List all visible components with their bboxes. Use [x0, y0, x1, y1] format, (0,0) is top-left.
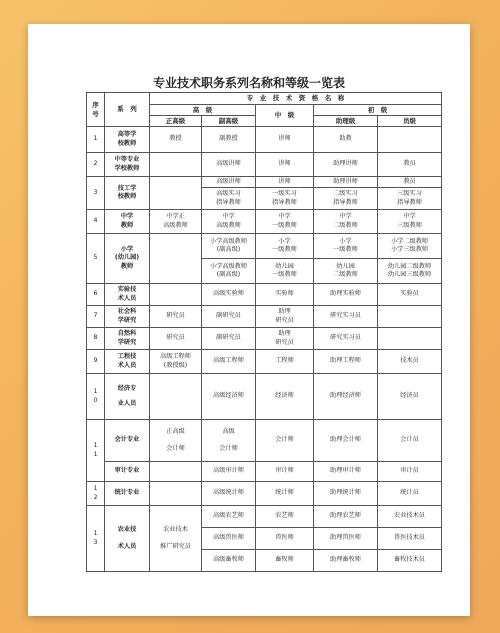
- cell-vice: 高级兽医师: [202, 528, 256, 550]
- cell-senior: 高级工程师 (教授级): [150, 350, 202, 374]
- table-row: [87, 374, 442, 420]
- cell-mid: 工程师: [256, 350, 314, 374]
- cell-seq: 2: [87, 153, 105, 177]
- cell-mid: 讲师: [256, 127, 314, 153]
- table-row: [87, 284, 442, 306]
- cell-seq: 1 0: [87, 374, 105, 420]
- cell-seq: 7: [87, 306, 105, 328]
- cell-seq: 6: [87, 284, 105, 306]
- cell-series: 高等学 校教师: [105, 127, 150, 153]
- cell-member: 技术员: [378, 350, 442, 374]
- cell-mid: 实验师: [256, 284, 314, 306]
- cell-member: 教员: [378, 153, 442, 177]
- cell-seq: 3: [87, 177, 105, 210]
- cell-member: 实验员: [378, 284, 442, 306]
- cell-mid: 会计师: [256, 420, 314, 462]
- table-row: [87, 234, 442, 259]
- table-row: [87, 420, 442, 462]
- qualification-table: [86, 92, 442, 572]
- cell-asst: 二级实习 指导教师: [314, 188, 378, 210]
- cell-mid: 幼儿园 一级教师: [256, 259, 314, 284]
- header-senior-vice: 副高级: [202, 116, 256, 127]
- cell-series: 实验技 术人员: [105, 284, 150, 306]
- table-row: [87, 482, 442, 506]
- cell-mid: 小学 一级教师: [256, 234, 314, 259]
- cell-series: 农业技 术人员: [105, 506, 150, 572]
- cell-series: 社会科 学研究: [105, 306, 150, 328]
- cell-vice: 高级实习 指导教师: [202, 188, 256, 210]
- cell-seq: 1: [87, 127, 105, 153]
- cell-asst: 助理工程师: [314, 350, 378, 374]
- cell-member: 教员: [378, 177, 442, 188]
- cell-seq: 4: [87, 210, 105, 234]
- cell-senior: 正高级 会计师: [150, 420, 202, 462]
- cell-mid: 讲师: [256, 177, 314, 188]
- cell-senior: [150, 462, 202, 482]
- cell-mid: 讲师: [256, 153, 314, 177]
- cell-seq: 1 1: [87, 420, 105, 482]
- cell-asst: 助理讲师: [314, 153, 378, 177]
- cell-mid: 助理 研究员: [256, 328, 314, 350]
- header-senior-full: 正高级: [150, 116, 202, 127]
- cell-asst: 助理畜牧师: [314, 550, 378, 572]
- cell-asst: 助理会计师: [314, 420, 378, 462]
- cell-member: [378, 127, 442, 153]
- header-assistant: 助理级: [314, 116, 378, 127]
- cell-series: 工程技 术人员: [105, 350, 150, 374]
- cell-asst: 研究实习员: [314, 328, 378, 350]
- cell-asst: 小学 一级教师: [314, 234, 378, 259]
- cell-seq: 8: [87, 328, 105, 350]
- cell-mid: 经济师: [256, 374, 314, 420]
- cell-series: 自然科 学研究: [105, 328, 150, 350]
- cell-vice: 高级统计师: [202, 482, 256, 506]
- cell-seq: 1 3: [87, 506, 105, 572]
- cell-member: 中学 三级教师: [378, 210, 442, 234]
- cell-asst: 幼儿园 二级教师: [314, 259, 378, 284]
- cell-series: 技工学 校教师: [105, 177, 150, 210]
- document-sheet: [28, 24, 470, 616]
- cell-senior: 中学正 高级教师: [150, 210, 202, 234]
- cell-asst: 助理审计师: [314, 462, 378, 482]
- cell-asst: 助理讲师: [314, 177, 378, 188]
- cell-senior: [150, 153, 202, 177]
- cell-member: 畜牧技术员: [378, 550, 442, 572]
- cell-asst: 研究实习员: [314, 306, 378, 328]
- cell-vice: 高级经济师: [202, 374, 256, 420]
- cell-member: 兽医技术员: [378, 528, 442, 550]
- page-title: 专业技术职务系列名称和等级一览表: [152, 76, 345, 90]
- header-member: 员级: [378, 116, 442, 127]
- cell-asst: 中学 二级教师: [314, 210, 378, 234]
- cell-mid: 中学 一级教师: [256, 210, 314, 234]
- header-series: 系 列: [105, 93, 150, 127]
- table-row: [87, 506, 442, 528]
- cell-vice: 小学高级教师 (副高级): [202, 259, 256, 284]
- cell-senior: 教授: [150, 127, 202, 153]
- cell-series: 中等专业 学校教师: [105, 153, 150, 177]
- cell-member: 农业技术员: [378, 506, 442, 528]
- cell-senior: 研究员: [150, 328, 202, 350]
- cell-vice: 高级讲师: [202, 153, 256, 177]
- cell-member: 会计员: [378, 420, 442, 462]
- cell-asst: 助理统计师: [314, 482, 378, 506]
- cell-member: [378, 328, 442, 350]
- table-row: [87, 153, 442, 177]
- header-seq: 序 号: [87, 93, 105, 127]
- cell-mid: 统计师: [256, 482, 314, 506]
- cell-vice: 副研究员: [202, 306, 256, 328]
- cell-vice: 高级审计师: [202, 462, 256, 482]
- table-row: [87, 328, 442, 350]
- cell-senior: 农业技术 推广研究员: [150, 506, 202, 572]
- cell-member: 审计员: [378, 462, 442, 482]
- header-qualification: 专 业 技 术 资 格 名 称: [150, 93, 442, 105]
- cell-series: 会计专业: [105, 420, 150, 462]
- cell-mid: 审计师: [256, 462, 314, 482]
- cell-mid: 助理 研究员: [256, 306, 314, 328]
- cell-member: 三级实习 指导教师: [378, 188, 442, 210]
- cell-senior: 研究员: [150, 306, 202, 328]
- cell-asst: 助理实验师: [314, 284, 378, 306]
- cell-member: 幼儿园二级教师 幼儿园三级教师: [378, 259, 442, 284]
- cell-seq: 9: [87, 350, 105, 374]
- cell-series: 经济专 业人员: [105, 374, 150, 420]
- cell-series: 统计专业: [105, 482, 150, 506]
- cell-vice: 小学高级教师 (副高级): [202, 234, 256, 259]
- cell-mid: 兽医师: [256, 528, 314, 550]
- cell-senior: [150, 234, 202, 284]
- table-row: [87, 306, 442, 328]
- cell-senior: [150, 177, 202, 210]
- cell-asst: 助理兽医师: [314, 528, 378, 550]
- cell-vice: 副研究员: [202, 328, 256, 350]
- cell-seq: 1 2: [87, 482, 105, 506]
- cell-series: 小学 (幼儿园) 教师: [105, 234, 150, 284]
- cell-member: 经济员: [378, 374, 442, 420]
- cell-vice: 高级畜牧师: [202, 550, 256, 572]
- header-junior: 初 级: [314, 105, 442, 116]
- cell-series: 审计专业: [105, 462, 150, 482]
- cell-asst: 助理农艺师: [314, 506, 378, 528]
- header-mid: 中 级: [256, 105, 314, 127]
- table-row: [87, 127, 442, 153]
- cell-vice: 高级农艺师: [202, 506, 256, 528]
- cell-senior: [150, 482, 202, 506]
- cell-mid: 农艺师: [256, 506, 314, 528]
- header-row-1: [87, 93, 442, 105]
- header-high: 高 级: [150, 105, 256, 116]
- cell-vice: 副教授: [202, 127, 256, 153]
- cell-vice: 高级实验师: [202, 284, 256, 306]
- cell-senior: [150, 284, 202, 306]
- cell-series: 中学 教师: [105, 210, 150, 234]
- cell-seq: 5: [87, 234, 105, 284]
- table-row: [87, 210, 442, 234]
- cell-asst: 助教: [314, 127, 378, 153]
- cell-vice: 高级 会计师: [202, 420, 256, 462]
- cell-vice: 高级讲师: [202, 177, 256, 188]
- table-row: [87, 350, 442, 374]
- cell-mid: 一级实习 指导教师: [256, 188, 314, 210]
- cell-member: [378, 306, 442, 328]
- cell-member: 小学二级教师 小学三级教师: [378, 234, 442, 259]
- cell-senior: [150, 374, 202, 420]
- cell-mid: 畜牧师: [256, 550, 314, 572]
- table-row: [87, 462, 442, 482]
- cell-vice: 高级工程师: [202, 350, 256, 374]
- cell-asst: 助理经济师: [314, 374, 378, 420]
- cell-member: 统计员: [378, 482, 442, 506]
- cell-vice: 中学 高级教师: [202, 210, 256, 234]
- table-row: [87, 177, 442, 188]
